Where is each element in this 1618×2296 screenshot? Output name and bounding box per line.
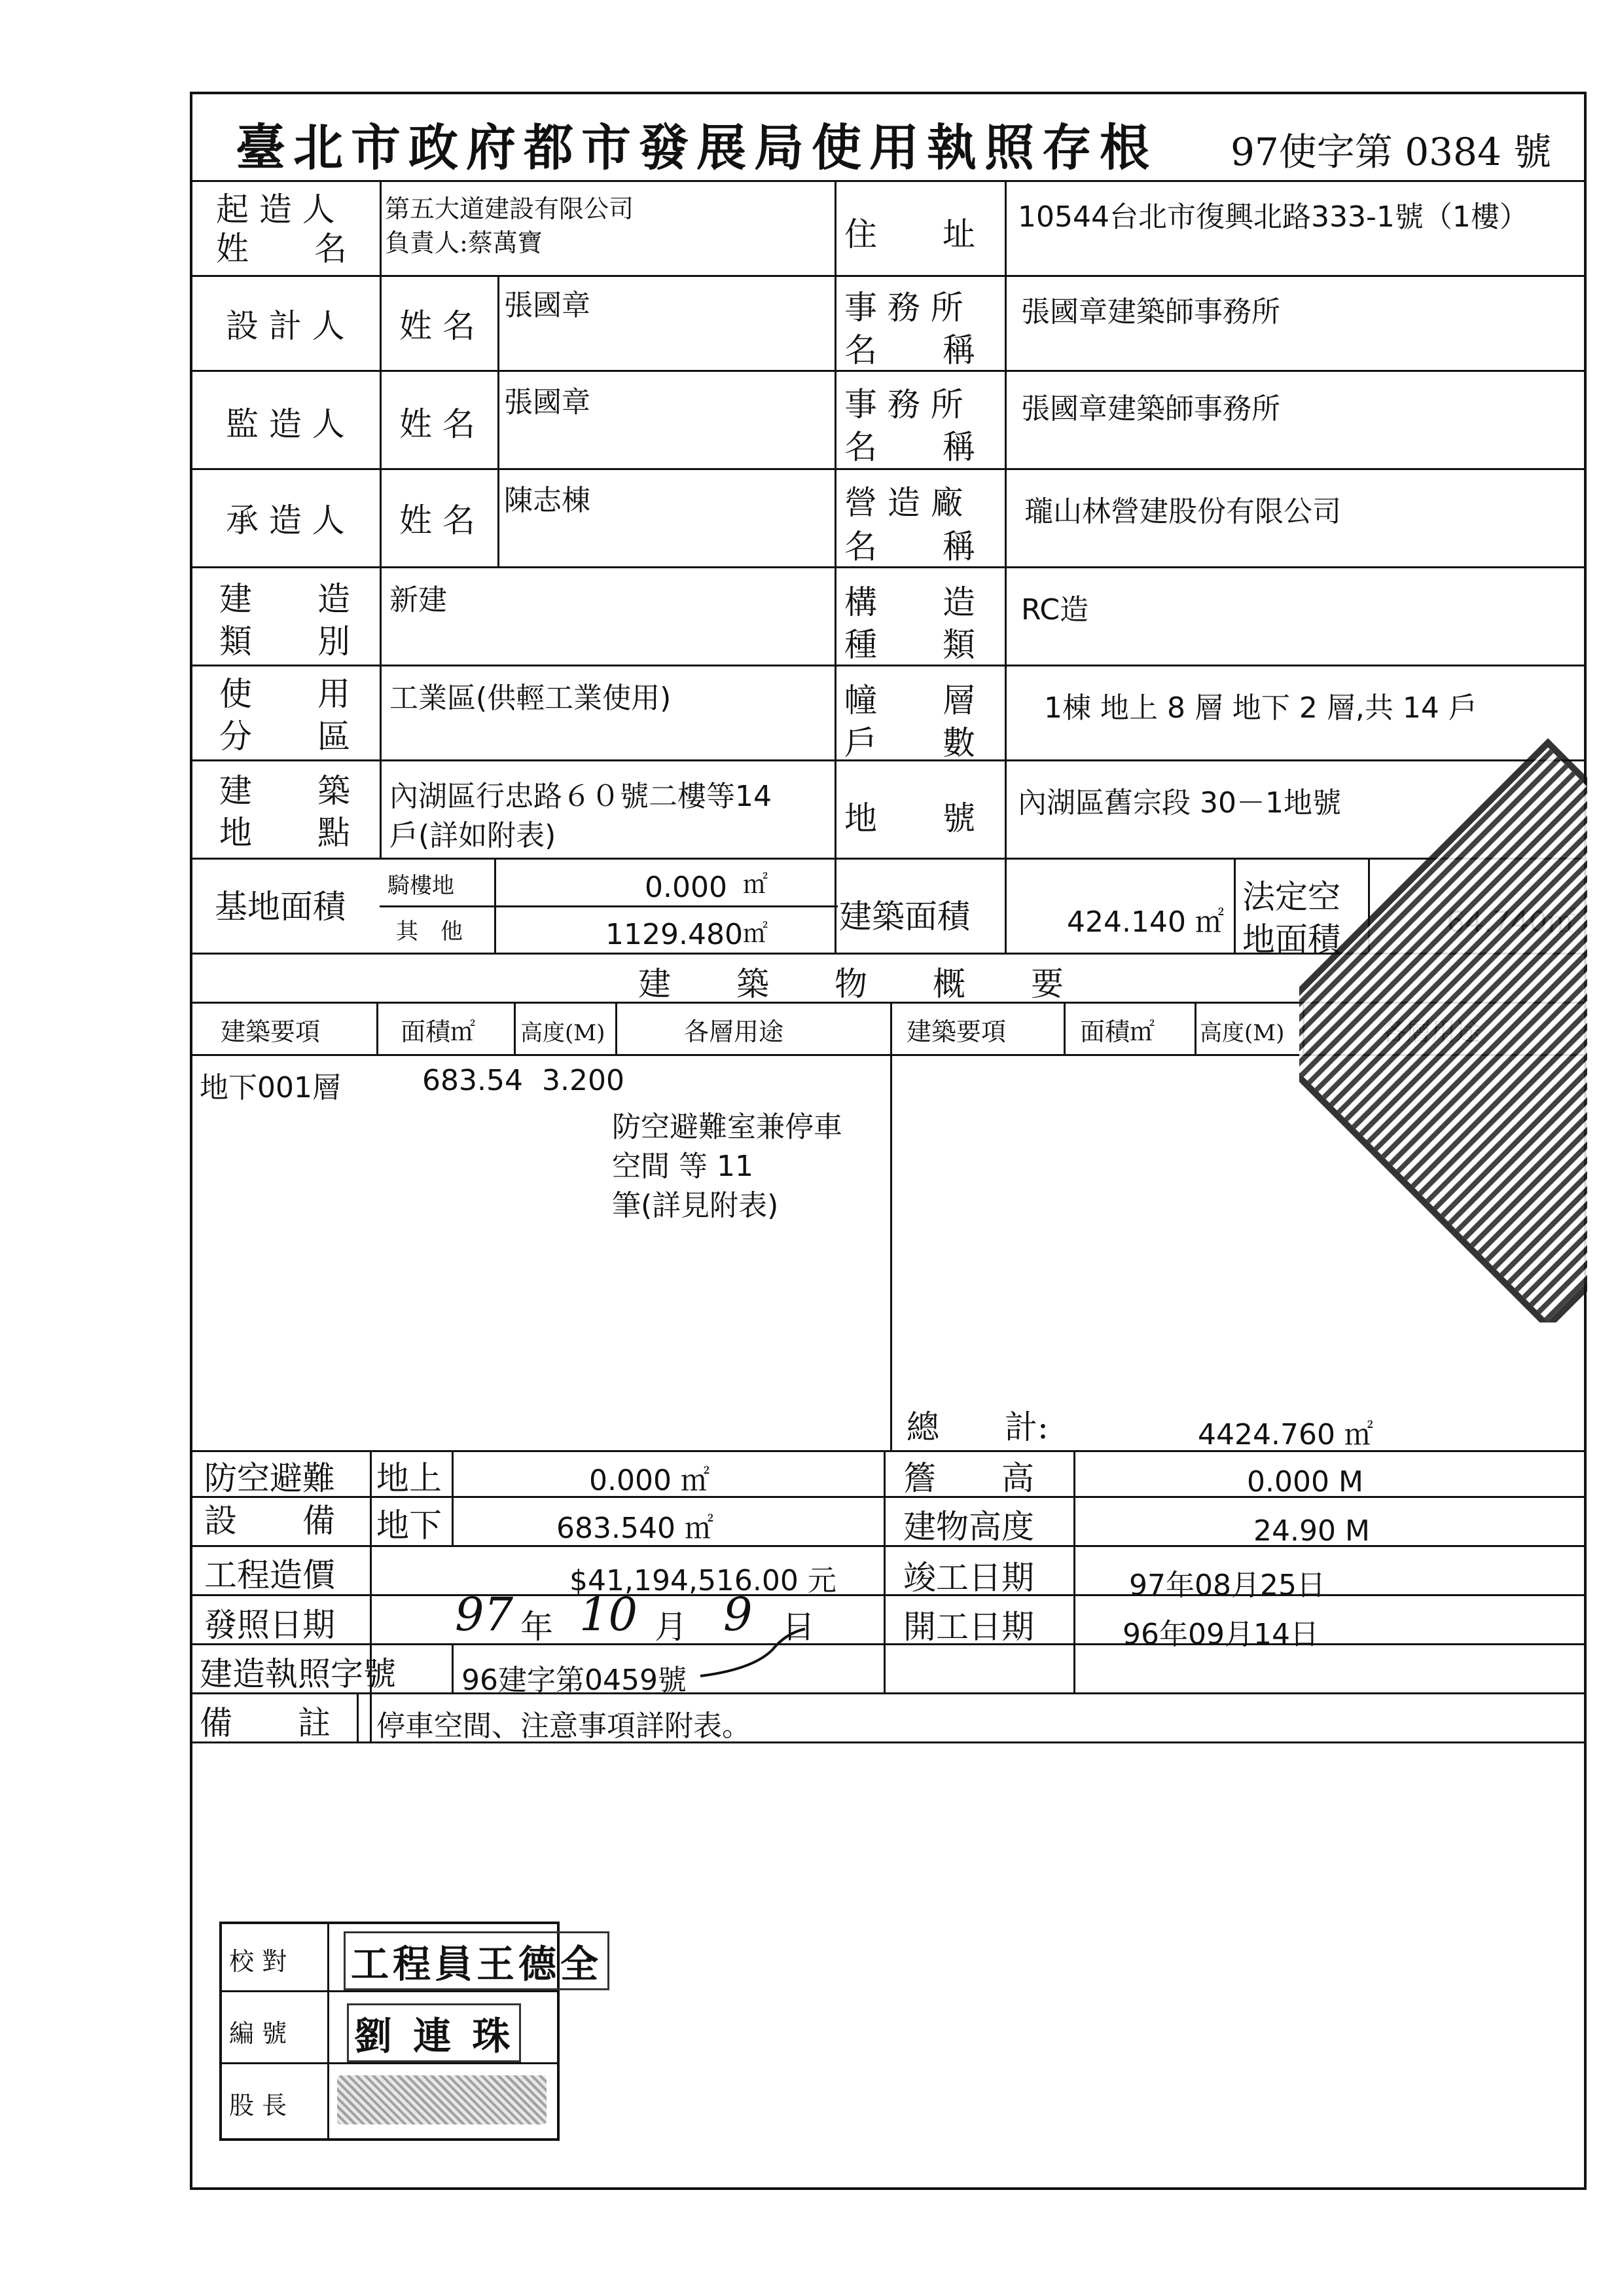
supervisor-name-label: 姓 名 xyxy=(399,405,475,443)
header-area-left: 面積㎡ xyxy=(401,1017,476,1046)
floor-row-use: 防空避難室兼停車 xyxy=(612,1110,842,1144)
lot-label: 地 號 xyxy=(844,799,975,837)
building-height-label: 建物高度 xyxy=(903,1508,1034,1546)
site-location-2: 戶(詳如附表) xyxy=(389,819,556,852)
issue-month-char: 月 xyxy=(655,1608,687,1646)
header-use-left: 各層用途 xyxy=(684,1017,784,1046)
supervisor-office-label-2: 名 稱 xyxy=(844,428,975,466)
shelter-above-label: 地上 xyxy=(376,1459,442,1497)
rule xyxy=(190,1594,1587,1596)
rule xyxy=(884,1450,886,1692)
issue-month-handwritten: 10 xyxy=(579,1588,638,1641)
rule xyxy=(219,1990,560,1992)
designer-name-label: 姓 名 xyxy=(399,307,475,345)
start-date-label: 開工日期 xyxy=(903,1608,1034,1646)
supervisor-office-label: 事 務 所 xyxy=(844,386,963,424)
floor-row-area: 683.54 xyxy=(422,1064,523,1097)
issue-year-char: 年 xyxy=(520,1608,553,1646)
rule xyxy=(380,180,382,858)
issue-year-handwritten: 97 xyxy=(455,1588,514,1641)
issue-day-handwritten: 9 xyxy=(723,1588,753,1641)
open-space-label: 法定空 xyxy=(1242,878,1340,916)
completion-date: 97年08月25日 xyxy=(1129,1569,1325,1602)
other-unit: ㎡ xyxy=(743,919,768,948)
site-location: 內湖區行忠路６０號二樓等14 xyxy=(389,780,772,813)
designer-label: 設 計 人 xyxy=(226,307,345,345)
rule xyxy=(1073,1450,1075,1692)
site-area-label: 基地面積 xyxy=(215,888,346,926)
contractor-name-label: 姓 名 xyxy=(399,501,475,539)
other-label: 其 他 xyxy=(396,919,463,945)
shelter-above-value: 0.000 ㎡ xyxy=(589,1464,710,1497)
completion-date-label: 竣工日期 xyxy=(903,1559,1034,1597)
floor-row-height: 3.200 xyxy=(542,1064,624,1097)
total-label: 總 計: xyxy=(907,1408,1049,1446)
rule xyxy=(327,1922,329,2141)
structure-label-2: 種 類 xyxy=(844,626,975,664)
rule xyxy=(452,1450,454,1545)
building-area-label: 建築面積 xyxy=(839,898,970,936)
building-height-value: 24.90 M xyxy=(1253,1514,1370,1548)
eaves-height-label: 簷 高 xyxy=(903,1459,1034,1497)
chief-seal-smudge xyxy=(337,2075,547,2124)
owner-representative: 負責人:蔡萬寶 xyxy=(385,228,543,257)
rule xyxy=(494,858,496,953)
structure-label: 構 造 xyxy=(844,583,975,621)
start-date: 96年09月14日 xyxy=(1123,1618,1319,1651)
issue-day-char: 日 xyxy=(782,1608,815,1646)
rule xyxy=(890,1002,892,1450)
address-label: 住 址 xyxy=(844,215,975,253)
total-value: 4424.760 ㎡ xyxy=(1198,1418,1373,1451)
page-title: 臺北市政府都市發展局使用執照存根 xyxy=(236,118,1157,177)
header-item-left: 建築要項 xyxy=(221,1017,321,1046)
zoning-label: 使 用 xyxy=(219,675,350,713)
checker-stamp: 工程員王德全 xyxy=(344,1931,609,1990)
rule xyxy=(1234,858,1236,953)
contractor-firm-label-2: 名 稱 xyxy=(844,528,975,566)
remarks-value: 停車空間、注意事項詳附表。 xyxy=(376,1709,751,1743)
remarks-label: 備 註 xyxy=(200,1704,331,1742)
open-space-label-2: 地面積 xyxy=(1242,920,1340,958)
rule xyxy=(835,180,836,953)
summary-banner: 建 築 物 概 要 xyxy=(638,965,1064,1003)
rule xyxy=(190,468,1587,470)
shelter-below-value: 683.540 ㎡ xyxy=(556,1512,713,1545)
header-height-right: 高度(M) xyxy=(1200,1020,1285,1046)
contractor-firm-label: 營 造 廠 xyxy=(844,484,963,522)
zoning-value: 工業區(供輕工業使用) xyxy=(389,682,672,715)
permit-number: 97使字第 0384 號 xyxy=(1231,130,1552,174)
official-seal-stamp xyxy=(1299,707,1587,1322)
owner-address: 10544台北市復興北路333-1號（1樓） xyxy=(1018,200,1528,234)
supervisor-office: 張國章建築師事務所 xyxy=(1021,392,1280,426)
owner-name-label: 姓 名 xyxy=(216,230,347,268)
rule xyxy=(190,275,1587,277)
floors-value: 1棟 地上 8 層 地下 2 層,共 14 戶 xyxy=(1044,691,1477,725)
structure-value: RC造 xyxy=(1021,593,1089,627)
arcade-value: 0.000 xyxy=(645,871,727,904)
lot-number: 內湖區舊宗段 30－1地號 xyxy=(1018,786,1341,820)
contractor-firm: 瓏山林營建股份有限公司 xyxy=(1024,495,1341,528)
building-area-value: 424.140 ㎡ xyxy=(1067,905,1224,939)
designer-office-label: 事 務 所 xyxy=(844,289,963,327)
rule xyxy=(370,1450,372,1741)
rule xyxy=(190,1692,1587,1694)
shelter-below-label: 地下 xyxy=(376,1506,442,1544)
rule xyxy=(190,1643,1587,1645)
rule xyxy=(357,1692,359,1741)
building-permit-number: 96建字第0459號 xyxy=(461,1664,687,1697)
floors-label: 幢 層 xyxy=(844,682,975,720)
check-label: 校 對 xyxy=(229,1947,287,1976)
floor-row-use-3: 筆(詳見附表) xyxy=(612,1189,779,1222)
supervisor-label: 監 造 人 xyxy=(226,405,345,443)
contractor-label: 承 造 人 xyxy=(226,501,345,539)
header-height-left: 高度(M) xyxy=(520,1020,605,1046)
rule xyxy=(190,180,1587,182)
owner-company: 第五大道建設有限公司 xyxy=(385,194,634,223)
other-value: 1129.480 xyxy=(605,918,743,951)
rule xyxy=(376,1002,378,1054)
build-type-label-2: 類 別 xyxy=(219,623,350,661)
issue-date-label: 發照日期 xyxy=(204,1606,335,1644)
designer-name: 張國章 xyxy=(504,289,590,322)
site-label: 建 築 xyxy=(219,772,350,810)
handwritten-check-stroke xyxy=(694,1624,812,1683)
rule xyxy=(380,905,838,907)
build-type-value: 新建 xyxy=(389,583,447,617)
arcade-unit: ㎡ xyxy=(743,870,768,899)
zoning-label-2: 分 區 xyxy=(219,718,350,756)
designer-office: 張國章建築師事務所 xyxy=(1021,295,1280,329)
floor-row-use-2: 空間 等 11 xyxy=(612,1150,753,1183)
number-label: 編 號 xyxy=(229,2019,287,2048)
number-stamp: 劉 連 珠 xyxy=(347,2003,521,2062)
header-item-right: 建築要項 xyxy=(907,1017,1007,1046)
contractor-name: 陳志棟 xyxy=(504,484,590,517)
owner-label: 起 造 人 xyxy=(216,191,335,228)
cost-value: $41,194,516.00 元 xyxy=(569,1564,836,1597)
building-permit-label: 建造執照字號 xyxy=(200,1655,396,1693)
floor-row-name: 地下001層 xyxy=(200,1071,341,1104)
eaves-height-value: 0.000 M xyxy=(1247,1465,1363,1499)
rule xyxy=(219,2062,560,2064)
rule xyxy=(615,1002,617,1054)
designer-office-label-2: 名 稱 xyxy=(844,331,975,369)
site-label-2: 地 點 xyxy=(219,814,350,852)
rule xyxy=(1064,1002,1066,1054)
build-type-label: 建 造 xyxy=(219,580,350,618)
rule xyxy=(1005,180,1007,953)
rule xyxy=(514,1002,516,1054)
rule xyxy=(497,275,499,566)
arcade-label: 騎樓地 xyxy=(387,873,454,899)
chief-label: 股 長 xyxy=(229,2091,287,2120)
header-area-right: 面積㎡ xyxy=(1080,1017,1155,1046)
cost-label: 工程造價 xyxy=(204,1556,335,1594)
floors-label-2: 戶 數 xyxy=(844,724,975,762)
shelter-label-2: 設 備 xyxy=(204,1502,335,1540)
rule xyxy=(1195,1002,1196,1054)
rule xyxy=(452,1643,454,1692)
shelter-label: 防空避難 xyxy=(204,1459,335,1497)
supervisor-name: 張國章 xyxy=(504,386,590,419)
